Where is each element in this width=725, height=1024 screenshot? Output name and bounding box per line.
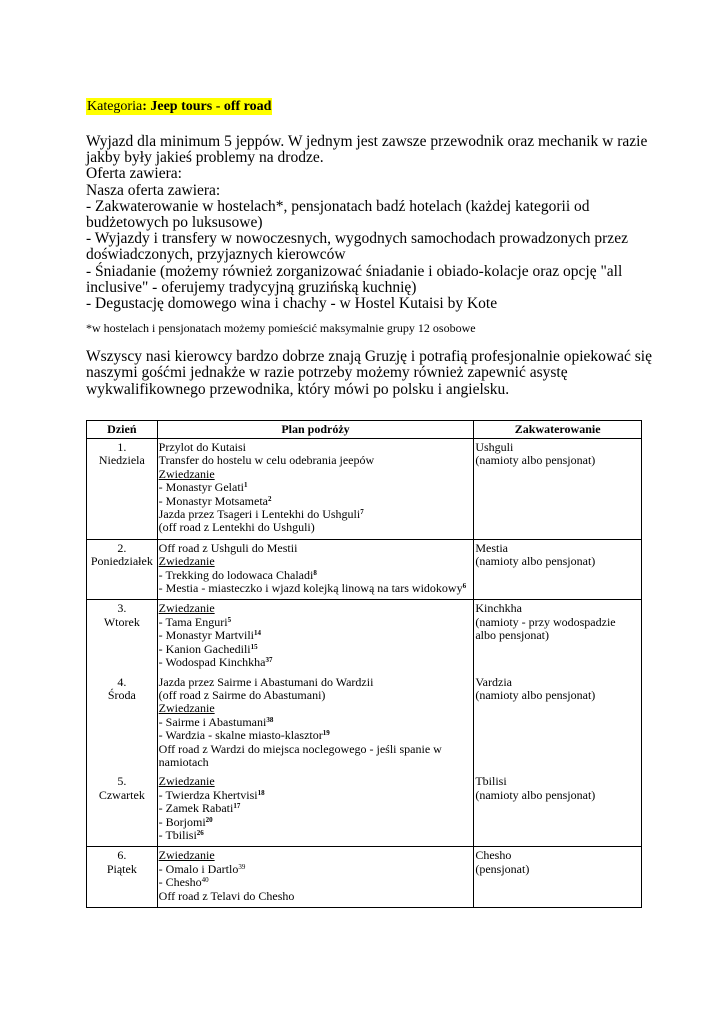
intro-line: doświadczonych, przyjaznych kierowców <box>86 246 346 264</box>
footnote-ref: 39 <box>238 862 246 871</box>
accommodation-cell <box>474 600 642 674</box>
table-row <box>87 674 642 774</box>
intro-line: budżetowych po luksusowe) <box>86 214 263 232</box>
accommodation-line: Chesho <box>475 848 512 863</box>
accommodation-line: Mestia <box>475 540 508 555</box>
intro-line: inclusive" - oferujemy tradycyjną gruzińską kuchnię) <box>86 278 417 296</box>
plan-line: Jazda przez Tsageri i Lentekhi do Ushguli$^7$ <box>158 507 364 522</box>
plan-line: (off road z Lentekhi do Ushguli) <box>158 520 315 535</box>
plan-line: - Monastyr Martvili$^{14}$ <box>158 628 261 643</box>
plan-line: Zwiedzanie <box>158 466 215 481</box>
itinerary-table <box>86 420 642 908</box>
intro-line: Oferta zawiera: <box>86 165 182 183</box>
plan-line: Zwiedzanie <box>158 774 215 789</box>
plan-line: - Tbilisi$^{26}$ <box>158 827 204 842</box>
day-number: 1. <box>117 440 127 454</box>
plan-line: Przylot do Kutaisi <box>158 440 246 454</box>
accommodation-line: Kinchkha <box>475 601 522 616</box>
plan-line: (off road z Sairme do Abastumani) <box>158 687 326 702</box>
accommodation-line: Tbilisi <box>475 774 507 789</box>
plan-line: - Monastyr Gelati$^1$ <box>158 480 248 495</box>
header-accommodation: Zakwaterowanie <box>474 421 642 439</box>
footnote: *w hostelach i pensjonatach możemy pomieścić maksymalnie grupy 12 osobowe <box>86 321 476 335</box>
plan-line: - Zamek Rabati$^{17}$ <box>158 801 241 816</box>
accommodation-line: (pensjonat) <box>475 861 530 876</box>
footnote-ref: 38 <box>266 715 274 724</box>
plan-line: - Kanion Gachedili$^{15}$ <box>158 641 258 656</box>
plan-line: Zwiedzanie <box>158 701 215 716</box>
header-day: Dzień <box>87 421 158 439</box>
plan-line: namiotach <box>158 754 209 769</box>
intro-line: - Zakwaterowanie w hostelach*, pensjonatach badź hotelach (każdej kategorii od <box>86 197 590 215</box>
footnote-ref: 2 <box>267 494 272 503</box>
plan-line: - Twierdza Khertvisi$^{18}$ <box>158 787 265 802</box>
plan-line: Off road z Ushguli do Mestii <box>158 540 298 555</box>
table-row <box>87 439 642 540</box>
table-header-row <box>87 421 642 439</box>
footnote-ref: 15 <box>250 642 258 651</box>
day-number: 4. <box>117 674 127 689</box>
plan-line: Jazda przez Sairme i Abastumani do Wardzii <box>158 674 374 689</box>
plan-line: - Borjomi$^{20}$ <box>158 814 213 829</box>
table-row <box>87 847 642 908</box>
day-cell <box>87 600 158 674</box>
intro-line: - Degustację domowego wina i chachy - w Hostel Kutaisi by Kote <box>86 295 498 313</box>
day-cell <box>87 539 158 600</box>
accommodation-line: (namioty albo pensjonat) <box>475 453 596 468</box>
plan-line: Zwiedzanie <box>158 601 215 616</box>
plan-cell <box>157 773 474 847</box>
day-name: Czwartek <box>98 787 145 802</box>
plan-line: Off road z Wardzi do miejsca noclegowego - jeśli spanie w <box>158 741 442 756</box>
plan-cell <box>157 539 474 600</box>
plan-cell <box>157 600 474 674</box>
day-number: 5. <box>117 774 127 789</box>
accommodation-cell <box>474 539 642 600</box>
footnote-ref: 20 <box>205 815 213 824</box>
footnote-ref: 6 <box>462 582 467 591</box>
header-plan: Plan podróży <box>157 421 474 439</box>
day-number: 3. <box>117 601 127 616</box>
drivers-paragraph <box>86 348 652 398</box>
plan-cell <box>157 847 474 908</box>
accommodation-cell <box>474 439 642 540</box>
plan-line: - Wardzia - skalne miasto-klasztor$^{19}$ <box>158 728 330 743</box>
accommodation-line: albo pensjonat) <box>475 628 549 643</box>
intro-line: Nasza oferta zawiera: <box>86 181 221 199</box>
footnote-ref: 8 <box>313 568 317 577</box>
footnote-ref: 7 <box>360 508 364 517</box>
footnote-ref: 37 <box>265 656 273 665</box>
day-name: Piątek <box>106 861 137 876</box>
plan-line: Off road z Telavi do Chesho <box>158 888 295 903</box>
plan-cell <box>157 439 474 540</box>
paragraph-line: naszymi gośćmi jednakże w razie potrzeby możemy również zapewnić asystę <box>86 364 568 382</box>
day-name: Niedziela <box>98 453 145 468</box>
plan-line: - Mestia - miasteczko i wjazd kolejką linową na tars widokowy$^6$ <box>158 581 467 596</box>
day-cell <box>87 847 158 908</box>
day-cell <box>87 674 158 774</box>
day-name: Środa <box>107 687 136 702</box>
footnote-ref: 5 <box>227 615 232 624</box>
table-row <box>87 773 642 847</box>
paragraph-line: Wszyscy nasi kierowcy bardzo dobrze znają Gruzję i potrafią profesjonalnie opiekować się <box>86 348 652 365</box>
day-name: Poniedziałek <box>90 554 153 569</box>
paragraph-line: wykwalifikownego przewodnika, który mówi po polsku i angielsku. <box>86 380 510 398</box>
plan-line: - Sairme i Abastumani$^{38}$ <box>158 714 274 729</box>
day-number: 2. <box>117 540 127 555</box>
plan-line: - Monastyr Motsameta$^2$ <box>158 493 272 508</box>
accommodation-line: (namioty albo pensjonat) <box>475 787 596 802</box>
plan-line: Transfer do hostelu w celu odebrania jeepów <box>158 453 375 468</box>
intro-line: Wyjazd dla minimum 5 jeppów. W jednym jest zawsze przewodnik oraz mechanik w razie <box>86 133 648 150</box>
footnote-ref: 19 <box>322 729 330 738</box>
table-row <box>87 539 642 600</box>
accommodation-cell <box>474 773 642 847</box>
footnote-ref: 18 <box>257 788 265 797</box>
accommodation-line: Ushguli <box>475 440 514 454</box>
plan-line: Zwiedzanie <box>158 554 215 569</box>
plan-line: - Omalo i Dartlo$^{39}$ <box>158 861 246 876</box>
accommodation-line: (namioty albo pensjonat) <box>475 554 596 569</box>
day-number: 6. <box>117 848 127 863</box>
intro-line: - Śniadanie (możemy również zorganizować śniadanie i obiado-kolacje oraz opcję "all <box>86 262 623 280</box>
plan-line: Zwiedzanie <box>158 848 215 863</box>
footnote-ref: 40 <box>201 876 209 885</box>
intro-paragraph <box>86 134 646 312</box>
plan-line: - Wodospad Kinchkha$^{37}$ <box>158 655 273 670</box>
accommodation-cell <box>474 847 642 908</box>
day-cell <box>87 773 158 847</box>
accommodation-cell <box>474 674 642 774</box>
day-cell <box>87 439 158 540</box>
footnote-ref: 26 <box>196 828 204 837</box>
plan-line: - Trekking do lodowaca Chaladi$^8$ <box>158 567 317 582</box>
plan-line: - Tama Enguri$^5$ <box>158 614 232 629</box>
plan-line: - Chesho$^{40}$ <box>158 875 209 890</box>
day-name: Wtorek <box>103 614 140 629</box>
accommodation-line: Vardzia <box>475 674 512 689</box>
footnote-ref: 14 <box>254 629 261 638</box>
category-heading: Kategoria: Jeep tours - off road <box>87 99 272 114</box>
footnote-ref: 17 <box>233 802 241 811</box>
intro-line: jakby były jakieś problemy na drodze. <box>86 149 324 167</box>
accommodation-line: (namioty albo pensjonat) <box>475 687 596 702</box>
intro-line: - Wyjazdy i transfery w nowoczesnych, wygodnych samochodach prowadzonych przez <box>86 230 628 248</box>
footnote-ref: 1 <box>243 481 248 490</box>
accommodation-line: (namioty - przy wodospadzie <box>475 614 616 629</box>
plan-cell <box>157 674 474 774</box>
table-row <box>87 600 642 674</box>
